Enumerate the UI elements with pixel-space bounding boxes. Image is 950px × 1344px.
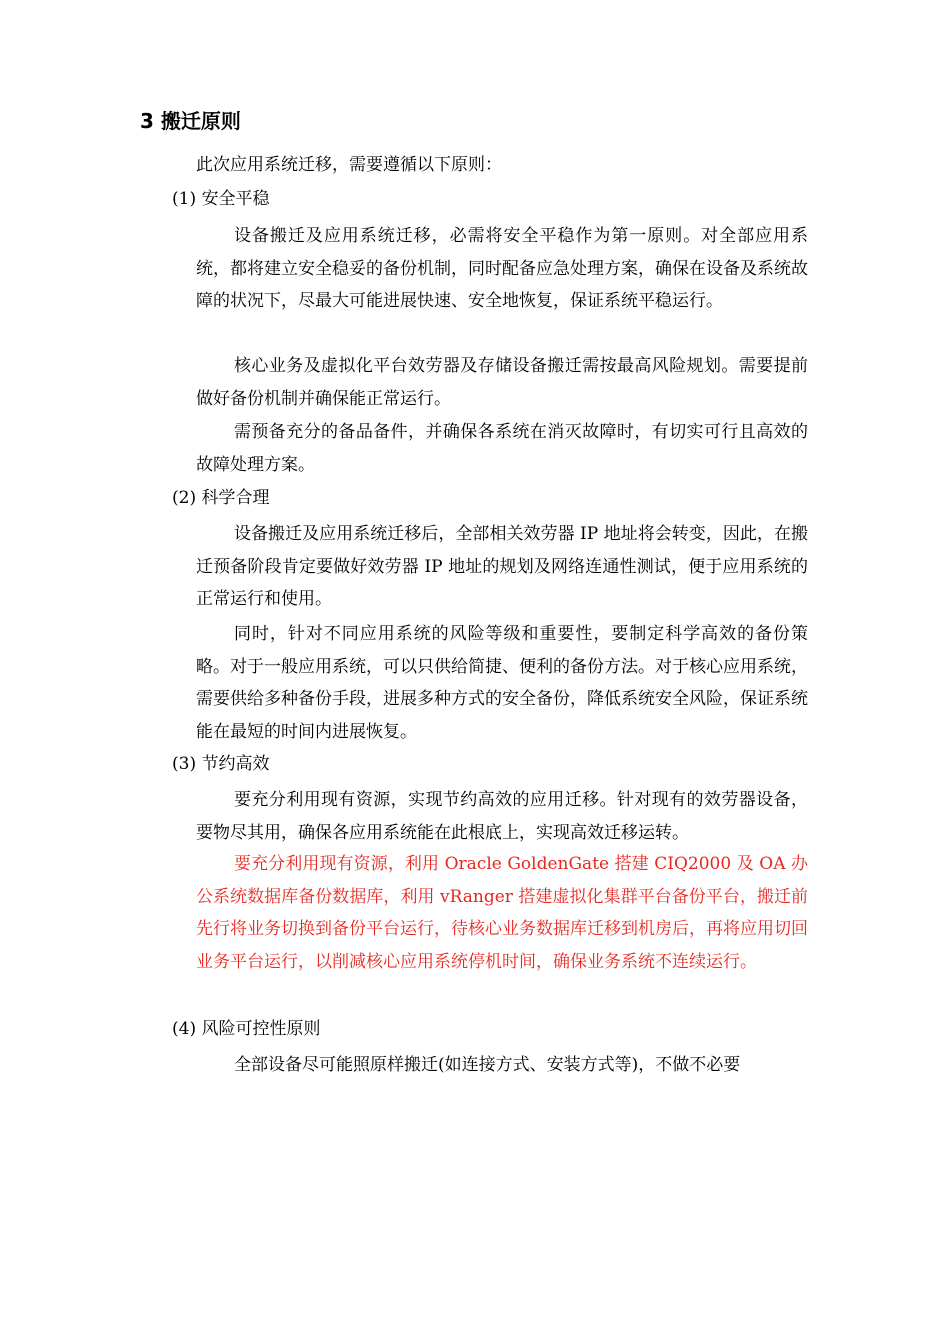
section-title-safety: (1) 安全平稳 [172, 189, 270, 209]
section-title-efficiency: (3) 节约高效 [172, 754, 270, 774]
paragraph-safety-3: 需预备充分的备品备件，并确保各系统在消灭故障时，有切实可行且高效的故障处理方案。 [196, 422, 808, 475]
paragraph-risk-1: 全部设备尽可能照原样搬迁(如连接方式、安装方式等)，不做不必要 [234, 1055, 741, 1075]
paragraph-safety-1: 设备搬迁及应用系统迁移，必需将安全平稳作为第一原则。对全部应用系统，都将建立安全稳妥的备份机制，同时配备应急处理方案，确保在设备及系统故障的状况下，尽最大可能进展快速、安全地恢复，保证系统平稳运行。 [196, 226, 808, 311]
section-heading: 3 搬迁原则 [140, 109, 241, 133]
section-title-scientific: (2) 科学合理 [172, 488, 270, 508]
paragraph-scientific-1: 设备搬迁及应用系统迁移后，全部相关效劳器 IP 地址将会转变，因此，在搬迁预备阶段肯定要做好效劳器 IP 地址的规划及网络连通性测试，便于应用系统的正常运行和使用。 [196, 524, 808, 609]
paragraph-efficiency-highlight: 要充分利用现有资源，利用 Oracle GoldenGate 搭建 CIQ2000 及 OA 办公系统数据库备份数据库，利用 vRanger 搭建虚拟化集群平台备份平台，搬迁前先行将业务切换到备份平台运行，待核心业务数据库迁移到机房后，再将应用切回业务平台运行，以削减核心应用系统停机时间，确保业务系统不连续运行。 [196, 854, 808, 972]
paragraph-safety-2: 核心业务及虚拟化平台效劳器及存储设备搬迁需按最高风险规划。需要提前做好备份机制并确保能正常运行。 [196, 356, 808, 409]
intro-text: 此次应用系统迁移，需要遵循以下原则： [196, 155, 502, 175]
paragraph-scientific-2: 同时，针对不同应用系统的风险等级和重要性，要制定科学高效的备份策略。对于一般应用系统，可以只供给简捷、便利的备份方法。对于核心应用系统，需要供给多种备份手段，进展多种方式的安全备份，降低系统安全风险，保证系统能在最短的时间内进展恢复。 [196, 624, 808, 742]
paragraph-efficiency-1: 要充分利用现有资源，实现节约高效的应用迁移。针对现有的效劳器设备，要物尽其用，确保各应用系统能在此根底上，实现高效迁移运转。 [196, 790, 808, 843]
section-title-risk: (4) 风险可控性原则 [172, 1019, 321, 1039]
